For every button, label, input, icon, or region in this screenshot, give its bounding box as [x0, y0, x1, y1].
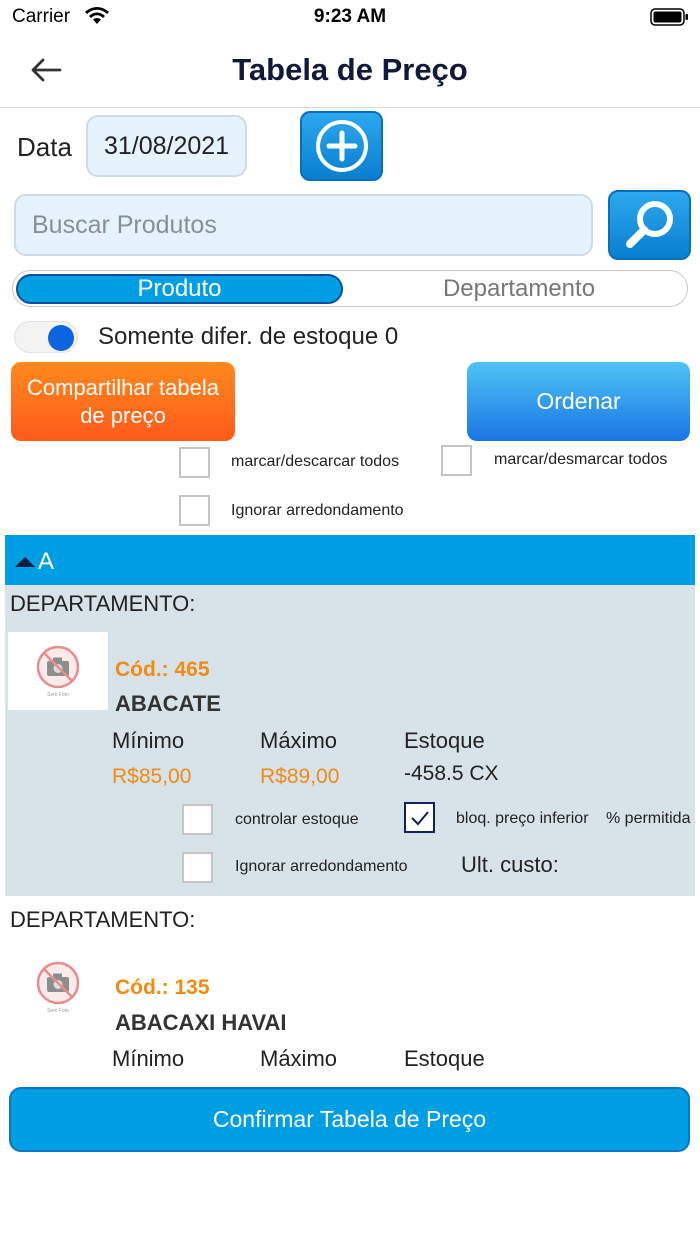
check-all-label: marcar/descarcar todos [231, 453, 400, 470]
department-label: DEPARTAMENTO: [10, 591, 196, 616]
date-field[interactable]: 31/08/2021 [86, 115, 247, 177]
product-code: Cód.: 465 [115, 658, 210, 681]
uncheck-all-checkbox[interactable] [441, 445, 472, 476]
plus-circle-icon [314, 118, 370, 174]
max-price: R$89,00 [260, 765, 340, 788]
add-button[interactable] [300, 111, 383, 181]
product-ignore-rounding-checkbox[interactable] [182, 852, 213, 883]
toggle-label: Somente difer. de estoque 0 [98, 323, 399, 350]
page-title: Tabela de Preço [232, 52, 468, 87]
nav-divider [0, 107, 700, 108]
search-button[interactable] [608, 190, 691, 260]
product-name: ABACATE [115, 691, 221, 716]
no-photo-icon [35, 960, 81, 1006]
toggle-knob [48, 325, 74, 351]
max-label-2: Máximo [260, 1046, 338, 1071]
date-label: Data [17, 132, 72, 162]
control-stock-checkbox[interactable] [182, 804, 213, 835]
status-time: 9:23 AM [313, 6, 387, 27]
search-icon [621, 196, 679, 254]
product-card [5, 585, 695, 896]
tab-departamento[interactable]: Departamento [442, 275, 596, 302]
product-name-2: ABACAXI HAVAI [115, 1010, 287, 1035]
no-photo-caption-2: Sem Foto [47, 1008, 69, 1014]
group-letter: A [38, 548, 55, 575]
confirm-price-table-button[interactable]: Confirmar Tabela de Preço [9, 1087, 690, 1152]
product-ignore-rounding-label: Ignorar arredondamento [235, 858, 408, 875]
min-price: R$85,00 [112, 765, 192, 788]
carrier-label: Carrier [12, 6, 71, 27]
min-label-2: Mínimo [112, 1046, 185, 1071]
order-button[interactable]: Ordenar [467, 362, 690, 441]
battery-icon [650, 8, 690, 26]
group-header-a[interactable] [5, 535, 695, 585]
check-all-checkbox[interactable] [179, 447, 210, 478]
stock-label: Estoque [404, 728, 485, 753]
block-lower-price-checkbox[interactable] [404, 802, 435, 833]
product-code-2: Cód.: 135 [115, 976, 210, 999]
product-image [8, 632, 108, 710]
department-label-2: DEPARTAMENTO: [10, 907, 196, 932]
share-table-button[interactable]: Compartilhar tabela de preço [11, 362, 235, 441]
min-label: Mínimo [112, 728, 185, 753]
ignore-rounding-checkbox[interactable] [179, 495, 210, 526]
stock-value: -458.5 CX [404, 762, 499, 785]
block-lower-price-label: bloq. preço inferior [456, 810, 589, 827]
no-photo-caption: Sem Foto [47, 692, 69, 698]
max-label: Máximo [260, 728, 338, 753]
uncheck-all-label: marcar/desmarcar todos [494, 451, 668, 468]
stock-label-2: Estoque [404, 1046, 485, 1071]
tab-produto[interactable]: Produto [16, 274, 343, 304]
caret-up-icon [15, 556, 35, 568]
no-photo-icon [35, 644, 81, 690]
search-input[interactable] [14, 194, 593, 256]
ignore-rounding-label: Ignorar arredondamento [231, 502, 404, 519]
last-cost-label: Ult. custo: [461, 852, 559, 877]
control-stock-label: controlar estoque [235, 811, 359, 828]
product-image-2 [8, 948, 108, 1026]
checkmark-icon [410, 810, 430, 826]
percent-allowed-label: % permitida [606, 810, 691, 827]
